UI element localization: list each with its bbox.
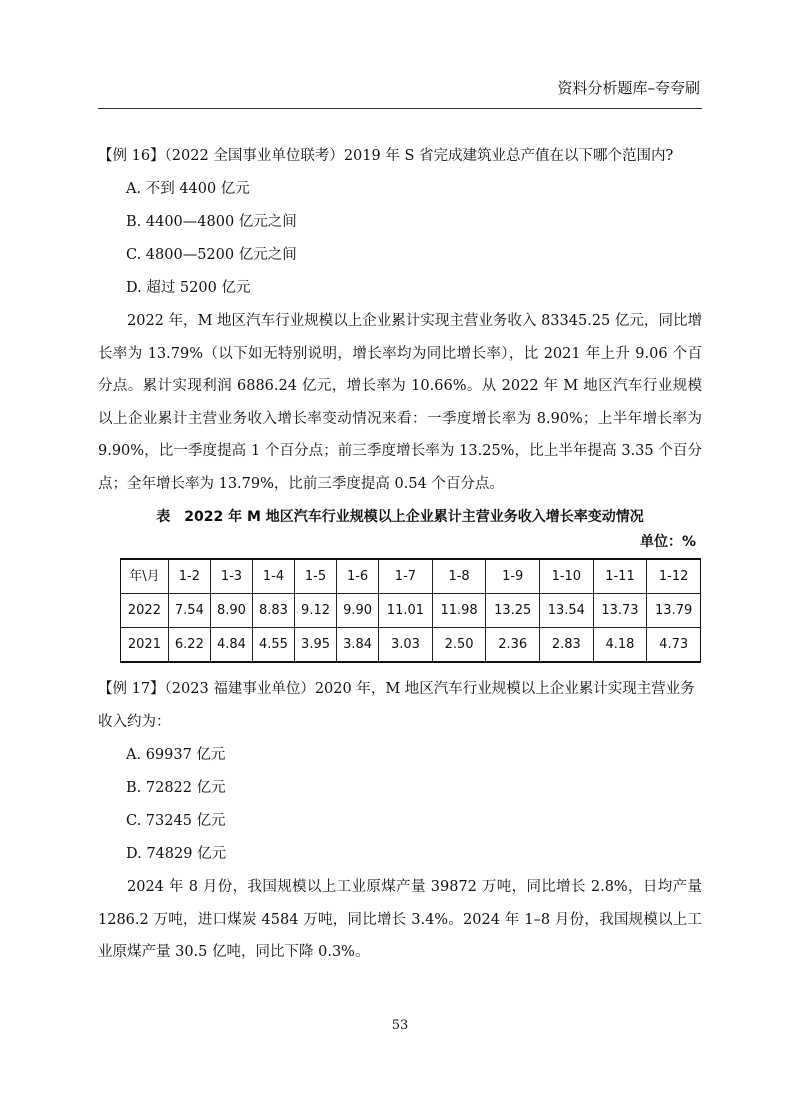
table-cell: 6.22 [168, 628, 210, 663]
table-cell: 4.55 [252, 628, 294, 663]
table-cell: 13.79 [647, 594, 701, 628]
passage-coal-output: 2024 年 8 月份，我国规模以上工业原煤产量 39872 万吨，同比增长 2.8%，日均产量 1286.2 万吨，进口煤炭 4584 万吨，同比增长 3.4%。2024 年 1–8 月份，我国规模以上工业原煤产量 30.5 亿吨，同比下降 0.3%。 [98, 879, 702, 960]
table-cell: 2.83 [540, 628, 594, 663]
table-title: 表 2022 年 M 地区汽车行业规模以上企业累计主营业务收入增长率变动情况 [156, 509, 644, 525]
header-divider [98, 108, 702, 109]
column-header: 1-10 [540, 559, 594, 594]
question-16-option-b: B. 4400—4800 亿元之间 [126, 214, 297, 230]
table-cell: 11.98 [432, 594, 486, 628]
table-corner-cell: 年\月 [121, 559, 169, 594]
column-header: 1-9 [486, 559, 540, 594]
table-cell: 4.73 [647, 628, 701, 663]
column-header: 1-2 [168, 559, 210, 594]
table-cell: 7.54 [168, 594, 210, 628]
column-header: 1-6 [337, 559, 379, 594]
table-cell: 8.83 [252, 594, 294, 628]
row-year-cell: 2022 [121, 594, 169, 628]
column-header: 1-3 [210, 559, 252, 594]
page-content [98, 140, 702, 969]
table-cell: 4.84 [210, 628, 252, 663]
table-row-2021 [121, 628, 701, 663]
question-16-stem: 【例 16】（2022 全国事业单位联考）2019 年 S 省完成建筑业总产值在以下哪个范围内? [98, 148, 674, 164]
table-row-2022 [121, 594, 701, 628]
table-cell: 9.12 [295, 594, 337, 628]
question-17-stem: 【例 17】（2023 福建事业单位）2020 年，M 地区汽车行业规模以上企业累计实现主营业务收入约为： [98, 681, 695, 730]
table-cell: 2.50 [432, 628, 486, 663]
table-cell: 2.36 [486, 628, 540, 663]
growth-rate-table [120, 558, 701, 663]
column-header: 1-12 [647, 559, 701, 594]
question-17-option-a: A. 69937 亿元 [126, 747, 226, 763]
passage-auto-industry: 2022 年，M 地区汽车行业规模以上企业累计实现主营业务收入 83345.25 亿元，同比增长率为 13.79%（以下如无特别说明，增长率均为同比增长率），比 2021 年上升 9.06 个百分点。累计实现利润 6886.24 亿元，增长率为 10.66%。从 2022 年 M 地区汽车行业规模以上企业累计主营业务收入增长率变动情况来看：一季度增长率为 8.90%；上半年增长率为 9.90%，比一季度提高 1 个百分点；前三季度增长率为 13.25%，比上半年提高 3.35 个百分点；全年增长率为 13.79%，比前三季度提高 0.54 个百分点。 [98, 313, 702, 492]
table-cell: 13.73 [593, 594, 647, 628]
row-year-cell: 2021 [121, 628, 169, 663]
table-cell: 3.84 [337, 628, 379, 663]
table-cell: 3.03 [379, 628, 433, 663]
table-cell: 9.90 [337, 594, 379, 628]
table-cell: 11.01 [379, 594, 433, 628]
question-16-option-c: C. 4800—5200 亿元之间 [126, 247, 297, 263]
question-17-option-d: D. 74829 亿元 [126, 846, 227, 862]
table-unit: 单位：% [639, 534, 696, 550]
table-cell: 4.18 [593, 628, 647, 663]
question-17-option-c: C. 73245 亿元 [126, 813, 226, 829]
table-cell: 13.25 [486, 594, 540, 628]
table-cell: 8.90 [210, 594, 252, 628]
column-header: 1-8 [432, 559, 486, 594]
question-16-option-d: D. 超过 5200 亿元 [126, 280, 251, 296]
column-header: 1-4 [252, 559, 294, 594]
table-cell: 3.95 [295, 628, 337, 663]
table-cell: 13.54 [540, 594, 594, 628]
column-header: 1-7 [379, 559, 433, 594]
running-header: 资料分析题库–夸夸刷 [557, 79, 700, 97]
column-header: 1-11 [593, 559, 647, 594]
table-header-row [121, 559, 701, 594]
question-16-option-a: A. 不到 4400 亿元 [126, 181, 250, 197]
column-header: 1-5 [295, 559, 337, 594]
page-number: 53 [391, 1018, 409, 1033]
question-17-option-b: B. 72822 亿元 [126, 780, 226, 796]
